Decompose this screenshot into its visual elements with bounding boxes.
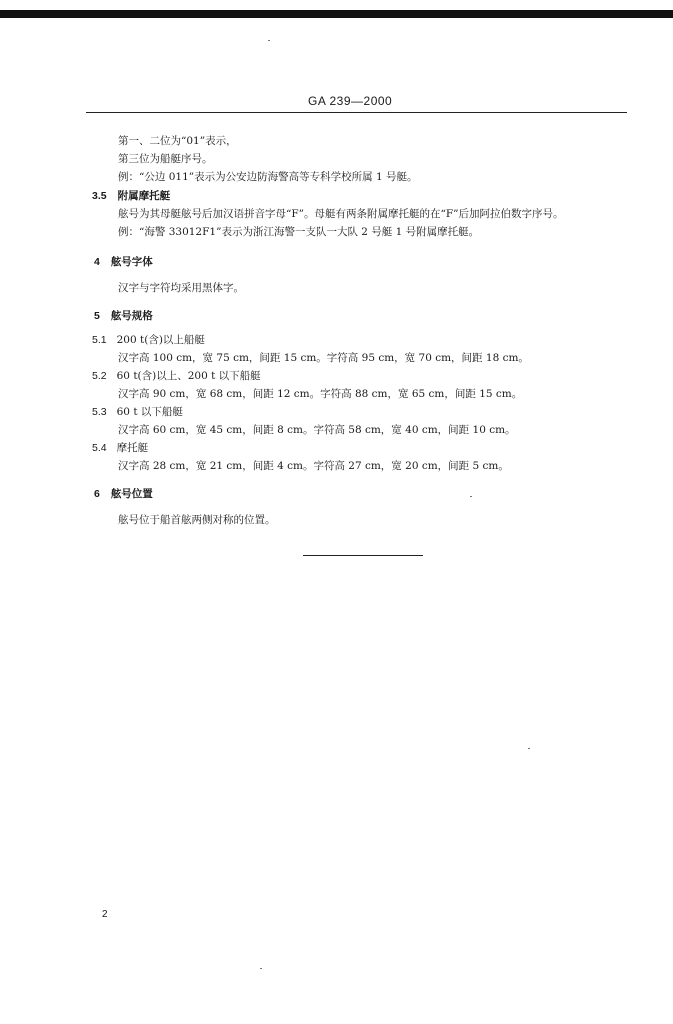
section-number: 5.4 [92, 442, 107, 454]
section-title: 舷号规格 [110, 310, 153, 322]
text-line: 例：“公边 011”表示为公安边防海警高等专科学校所属 1 号艇。 [118, 171, 418, 183]
section-number: 5.1 [92, 334, 107, 346]
text-line: 汉字高 90 cm，宽 68 cm，间距 12 cm。字符高 88 cm，宽 65 cm，间距 15 cm。 [118, 388, 523, 400]
text-line: 汉字与字符均采用黑体字。 [118, 282, 244, 294]
end-rule [303, 555, 423, 556]
section-4-heading [94, 255, 153, 269]
section-number: 5.2 [92, 370, 107, 382]
scan-speck [470, 496, 472, 497]
text-line: 汉字高 60 cm，宽 45 cm，间距 8 cm。字符高 58 cm，宽 40 cm，间距 10 cm。 [118, 424, 516, 436]
text-line: 舷号为其母艇舷号后加汉语拼音字母“F”。母艇有两条附属摩托艇的在“F”后加阿拉伯数字序号。 [118, 208, 564, 220]
page-number: 2 [102, 909, 108, 920]
section-5-4-heading [92, 441, 148, 455]
section-title: 摩托艇 [116, 442, 149, 454]
section-number: 5 [94, 310, 100, 322]
section-title: 60 t 以下船艇 [116, 406, 183, 418]
text-line: 汉字高 100 cm，宽 75 cm，间距 15 cm。字符高 95 cm，宽 70 cm，间距 18 cm。 [118, 352, 529, 364]
header-rule [86, 112, 627, 113]
text-line: 汉字高 28 cm，宽 21 cm，间距 4 cm。字符高 27 cm，宽 20 cm，间距 5 cm。 [118, 460, 509, 472]
scan-edge [0, 10, 673, 18]
section-title: 60 t(含)以上、200 t 以下船艇 [116, 370, 261, 382]
text-line: 第一、二位为“01”表示， [118, 135, 237, 147]
section-number: 5.3 [92, 406, 107, 418]
section-number: 3.5 [92, 190, 107, 202]
section-title: 200 t(含)以上船艇 [116, 334, 205, 346]
scan-speck [528, 748, 530, 749]
scan-speck [268, 40, 270, 41]
section-title: 附属摩托艇 [117, 190, 171, 202]
scan-speck [260, 968, 262, 969]
text-line: 例：“海警 33012F1”表示为浙江海警一支队一大队 2 号艇 1 号附属摩托艇。 [118, 226, 480, 238]
text-line: 舷号位于船首舷两侧对称的位置。 [118, 514, 276, 526]
standard-code: GA 239—2000 [308, 94, 393, 108]
section-5-1-heading [92, 333, 205, 347]
section-5-2-heading [92, 369, 261, 383]
section-title: 舷号字体 [110, 256, 153, 268]
section-5-3-heading [92, 405, 183, 419]
section-3-5-heading [92, 189, 170, 203]
section-6-heading [94, 487, 153, 501]
text-line: 第三位为船艇序号。 [118, 153, 213, 165]
section-5-heading [94, 309, 153, 323]
section-number: 4 [94, 256, 100, 268]
section-number: 6 [94, 488, 100, 500]
section-title: 舷号位置 [110, 488, 153, 500]
